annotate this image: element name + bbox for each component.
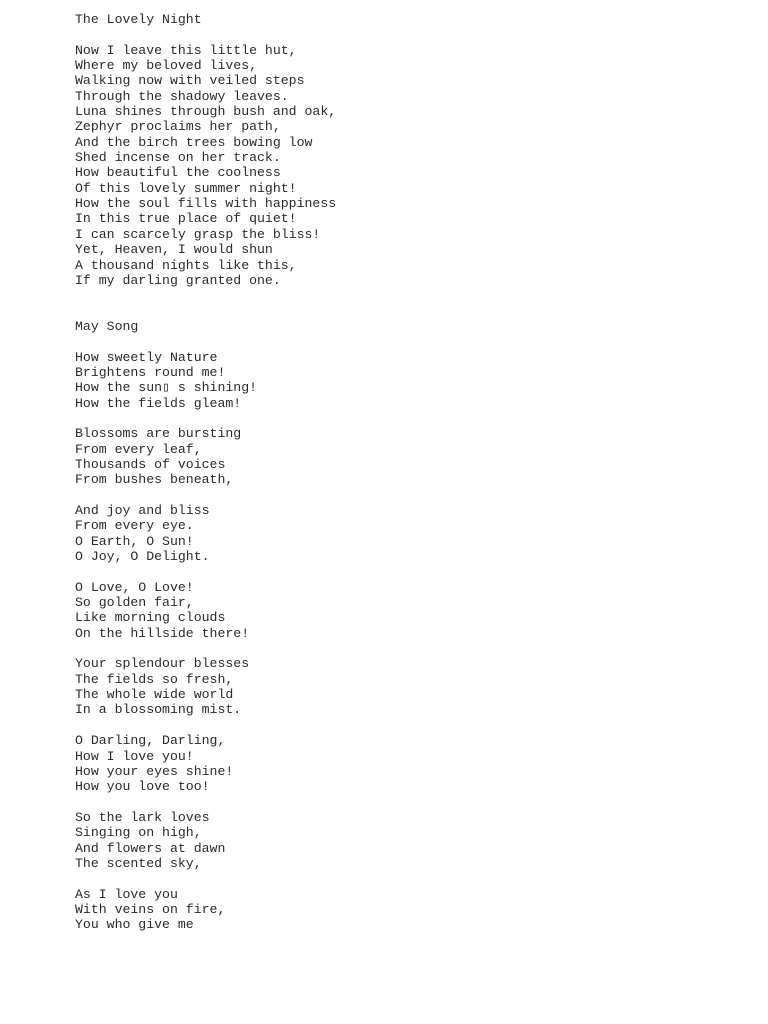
blank-line [75,27,755,42]
poem-line: Brightens round me! [75,364,226,380]
poem-line: So the lark loves [75,809,210,825]
poem-line: Zephyr proclaims her path, [75,119,281,135]
blank-line [75,334,755,349]
poem-line: The whole wide world [75,687,234,703]
poem-line: How you love too! [75,779,210,795]
poem-line: How the fields gleam! [75,395,242,411]
poem-line: Blossoms are bursting [75,426,242,442]
poem-line: Walking now with veiled steps [75,73,305,89]
poem-line: And the birch trees bowing low [75,134,313,150]
poem-line: O Joy, O Delight. [75,549,210,565]
stanza [75,580,755,641]
poem-line: On the hillside there! [75,625,250,641]
poem-line: From every leaf, [75,441,202,457]
poem-line: From bushes beneath, [75,472,234,488]
poem-title: May Song [75,318,139,334]
poem-line: A thousand nights like this, [75,257,297,273]
poem-lovely-night [75,12,755,288]
poem-line: The scented sky, [75,855,202,871]
poem-line: I can scarcely grasp the bliss! [75,226,321,242]
stanza [75,426,755,487]
poem-line: How the sun▯ s shining! [75,380,258,396]
poem-line: From every eye. [75,518,194,534]
poem-line: O Darling, Darling, [75,733,226,749]
document-page [75,12,755,933]
stanza [75,656,755,717]
poem-line: Of this lovely summer night! [75,180,297,196]
poem-line: So golden fair, [75,595,194,611]
poem-line: And flowers at dawn [75,840,226,856]
blank-line [75,564,755,579]
poem-line: Singing on high, [75,825,202,841]
poem-line: In a blossoming mist. [75,702,242,718]
blank-line [75,488,755,503]
poem-line: Shed incense on her track. [75,150,281,166]
poem-line: Thousands of voices [75,456,226,472]
poem-line: With veins on fire, [75,901,226,917]
poem-line: Luna shines through bush and oak, [75,104,337,120]
stanza [75,350,755,411]
stanza [75,503,755,564]
blank-line [75,411,755,426]
poem-line: How the soul fills with happiness [75,196,337,212]
stanza [75,43,755,289]
poem-line: If my darling granted one. [75,272,281,288]
poem-line: Where my beloved lives, [75,58,258,74]
poem-line: How beautiful the coolness [75,165,281,181]
poem-may-song [75,319,755,933]
stanza [75,887,755,933]
poem-line: Like morning clouds [75,610,226,626]
stanza [75,733,755,794]
poem-title: The Lovely Night [75,12,202,27]
poem-line: How I love you! [75,748,194,764]
stanza [75,810,755,871]
poem-line: Through the shadowy leaves. [75,88,289,104]
blank-line [75,871,755,886]
poem-line: Your splendour blesses [75,656,250,672]
poem-line: And joy and bliss [75,503,210,518]
blank-line [75,288,755,319]
blank-line [75,641,755,656]
poem-line: As I love you [75,886,178,902]
poem-line: How sweetly Nature [75,349,218,365]
poem-line: O Earth, O Sun! [75,533,194,549]
blank-line [75,795,755,810]
blank-line [75,718,755,733]
poem-line: O Love, O Love! [75,579,194,595]
poem-line: The fields so fresh, [75,671,234,687]
poem-line: How your eyes shine! [75,763,234,779]
poem-line: Now I leave this little hut, [75,42,297,58]
poem-line: You who give me [75,917,194,933]
poem-line: In this true place of quiet! [75,211,297,227]
poem-line: Yet, Heaven, I would shun [75,242,273,258]
